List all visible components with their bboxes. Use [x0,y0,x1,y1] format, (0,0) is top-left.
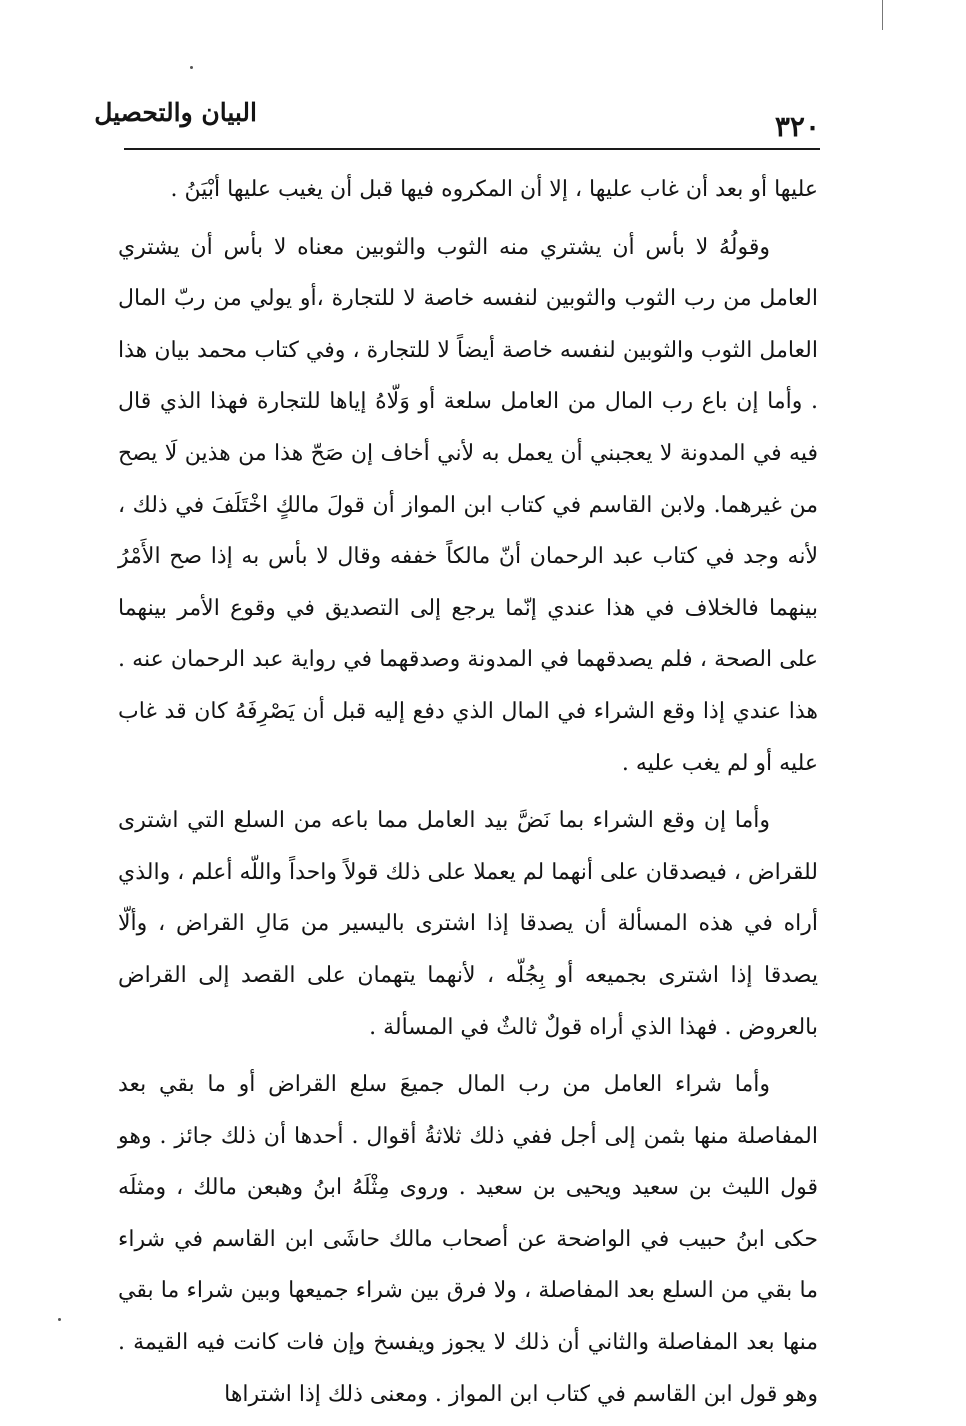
scan-edge-mark [882,0,883,30]
paragraph-continuation: عليها أو بعد أن غاب عليها ، إلا أن المكروه فيها قبل أن يغيب عليها أبْيَنُ . [170,177,818,202]
header-rule [124,148,820,150]
paragraph: وأما شراء العامل من رب المال جميعَ سلع القراض أو ما بقي بعد المفاصلة منها بثمن إلى أجل ففي ذلك ثلاثةُ أقوال . أحدها أن ذلك جائز . وهو قول الليث بن سعيد ويحيى بن سعيد . وروى مِثْلَهُ ابنُ وهبعن مالك ، ومثلَه حكى ابنُ حبيب في الواضحة عن أصحاب مالك حاشَى ابن القاسم في شراء ما بقي من السلع بعد المفاصلة ، ولا فرق بين شراء جميعها وبين شراء ما بقي منها بعد المفاصلة والثاني أن ذلك لا يجوز ويفسخ وإن فات كانت فيه القيمة . وهو قول ابن القاسم في كتاب ابن المواز . ومعنى ذلك إذا اشتراها [118,1072,818,1407]
page-header [94,92,820,150]
page-number: ٣٢٠ [774,110,820,143]
page-body [118,164,818,1426]
scan-speck [58,1318,61,1321]
scan-speck [190,66,193,69]
paragraph: وأما إن وقع الشراء بما نَضَّ بيد العامل مما باعه من السلع التي اشترى للقراض ، فيصدقان على أنهما لم يعملا على ذلك قولاً واحداً واللّه أعلم ، والذي أراه في هذه المسألة أن يصدقا إذا اشترى باليسير من مَالِ القراض ، وألّا يصدقا إذا اشترى بجميعه أو بِجُلّه ، لأنهما يتهمان على القصد إلى القراض بالعروض . فهذا الذي أراه قولٌ ثالثٌ في المسألة . [118,808,818,1040]
book-title: البيان والتحصيل [94,98,257,127]
paragraph: وقولُهُ لا بأس أن يشتري منه الثوب والثوبين معناه لا بأس أن يشتري العامل من رب الثوب والثوبين لنفسه خاصة لا للتجارة ،أو يولي من ربّ المال العامل الثوب والثوبين لنفسه خاصة أيضاً لا للتجارة ، وفي كتاب محمد بيان هذا . وأما إن باع رب المال من العامل سلعة أو وَلّاهُ إياها للتجارة فهذا الذي قال فيه في المدونة لا يعجبني أن يعمل به لأني أخاف إن صَحّ هذا من هذين لَا يصح من غيرهما. ولابن القاسم في كتاب ابن المواز أن قولَ مالكٍ اخْتَلَفَ في ذلك ، لأنه وجد في كتاب عبد الرحمان أنّ مالكاً خففه وقال لا بأس به إذا صح الأَمْرُ بينهما فالخلاف في هذا عندي إنّما يرجع إلى التصديق في وقوع الأمر بينهما على الصحة ، فلم يصدقهما في المدونة وصدقهما في رواية عبد الرحمان عنه . هذا عندي إذا وقع الشراء في المال الذي دفع إليه قبل أن يَصْرِفَهُ كان قد غاب عليه أو لم يغب عليه . [118,234,818,776]
